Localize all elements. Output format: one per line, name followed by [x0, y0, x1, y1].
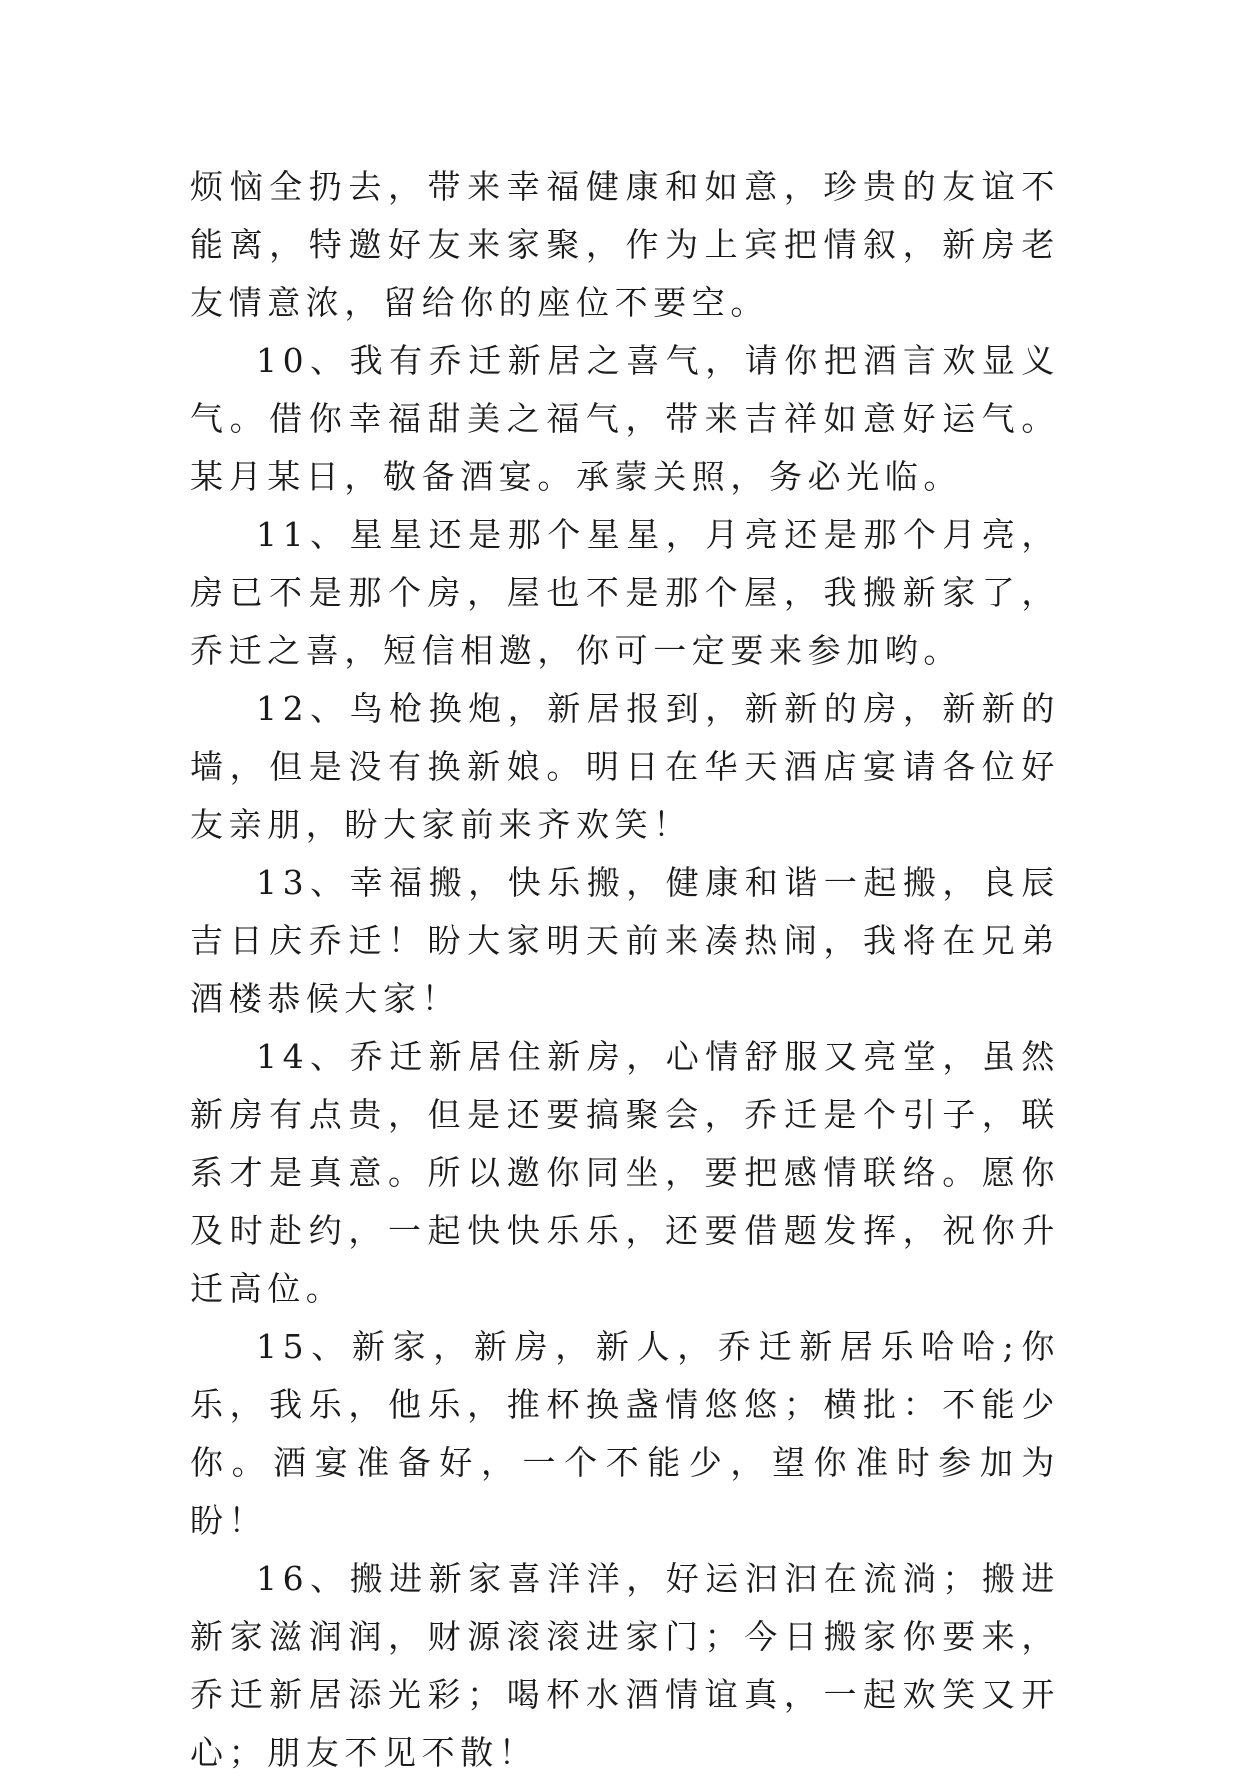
- paragraph-item-12: 12、鸟枪换炮，新居报到，新新的房，新新的墙，但是没有换新娘。明日在华天酒店宴请各位好友亲朋，盼大家前来齐欢笑！: [190, 689, 1060, 844]
- paragraph-item-10: 10、我有乔迁新居之喜气，请你把酒言欢显义气。借你幸福甜美之福气，带来吉祥如意好运气。某月某日，敬备酒宴。承蒙关照，务必光临。: [190, 341, 1060, 496]
- paragraph-item-13: 13、幸福搬，快乐搬，健康和谐一起搬，良辰吉日庆乔迁！盼大家明天前来凑热闹，我将在兄弟酒楼恭候大家！: [190, 863, 1060, 1018]
- paragraph-item-16: 16、搬进新家喜洋洋，好运汩汩在流淌；搬进新家滋润润，财源滚滚进家门；今日搬家你要来，乔迁新居添光彩；喝杯水酒情谊真，一起欢笑又开心；朋友不见不散！: [190, 1559, 1060, 1772]
- document-body: [190, 158, 1060, 1782]
- paragraph-continued: 烦恼全扔去，带来幸福健康和如意，珍贵的友谊不能离，特邀好友来家聚，作为上宾把情叙，新房老友情意浓，留给你的座位不要空。: [190, 167, 1060, 322]
- paragraph-item-11: 11、星星还是那个星星，月亮还是那个月亮，房已不是那个房，屋也不是那个屋，我搬新家了，乔迁之喜，短信相邀，你可一定要来参加哟。: [190, 515, 1060, 670]
- paragraph-item-15: 15、新家，新房，新人，乔迁新居乐哈哈;你乐，我乐，他乐，推杯换盏情悠悠；横批：不能少你。酒宴准备好，一个不能少，望你准时参加为盼！: [190, 1327, 1060, 1540]
- paragraph-item-14: 14、乔迁新居住新房，心情舒服又亮堂，虽然新房有点贵，但是还要搞聚会，乔迁是个引子，联系才是真意。所以邀你同坐，要把感情联络。愿你及时赴约，一起快快乐乐，还要借题发挥，祝你升迁高位。: [190, 1037, 1060, 1308]
